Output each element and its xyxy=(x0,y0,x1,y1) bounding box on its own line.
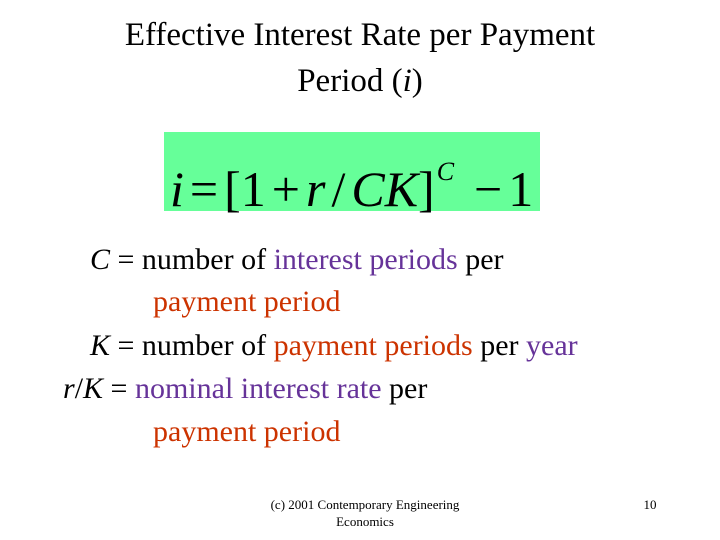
formula-lhs: i xyxy=(170,161,184,217)
definition-c-eq: = number of xyxy=(110,243,274,276)
definition-k-eq: = number of xyxy=(110,329,274,362)
title-line-2-suffix: ) xyxy=(411,63,423,99)
formula-exponent: C xyxy=(436,157,455,186)
definition-rk-var-r: r xyxy=(63,372,75,405)
definition-k-term: payment periods xyxy=(273,329,473,362)
formula-slash: / xyxy=(331,161,346,217)
definition-c xyxy=(90,240,504,280)
page-number: 10 xyxy=(643,497,657,512)
effective-rate-formula xyxy=(170,142,533,219)
footer-line-2: Economics xyxy=(336,514,394,529)
title-line-1: Effective Interest Rate per Payment xyxy=(124,17,596,53)
definition-rk-eq: = xyxy=(103,372,135,405)
formula-plus: + xyxy=(271,161,300,217)
slide-title xyxy=(0,12,720,104)
formula-equals: = xyxy=(189,161,219,217)
definition-rk-continued: payment period xyxy=(153,415,341,448)
footer-line-1: (c) 2001 Contemporary Engineering xyxy=(270,497,460,512)
definition-rk-rest: per xyxy=(381,372,428,405)
definition-k-mid: per xyxy=(472,329,527,362)
formula-open-bracket: [1 xyxy=(224,161,266,217)
definition-c-term: interest periods xyxy=(273,243,458,276)
title-variable-i: i xyxy=(402,63,412,99)
formula-close-bracket: ] xyxy=(418,161,435,217)
definition-rk-term: nominal interest rate xyxy=(134,372,382,405)
formula-one: 1 xyxy=(508,161,534,217)
formula-r: r xyxy=(305,161,326,217)
definition-k-term2: year xyxy=(526,329,578,362)
definition-rk-var-k: K xyxy=(83,372,104,405)
definition-rk-slash: / xyxy=(74,372,84,405)
formula-ck: CK xyxy=(351,161,419,217)
definition-k xyxy=(90,326,578,366)
title-line-2 xyxy=(0,58,720,104)
definition-k-var: K xyxy=(90,329,111,362)
footer-copyright xyxy=(230,496,500,530)
formula-minus: − xyxy=(474,161,503,217)
definition-c-continued: payment period xyxy=(153,285,341,318)
definition-c-rest: per xyxy=(457,243,504,276)
title-line-2-prefix: Period ( xyxy=(297,63,403,99)
definition-r-over-k xyxy=(63,369,427,409)
definition-c-var: C xyxy=(90,243,111,276)
